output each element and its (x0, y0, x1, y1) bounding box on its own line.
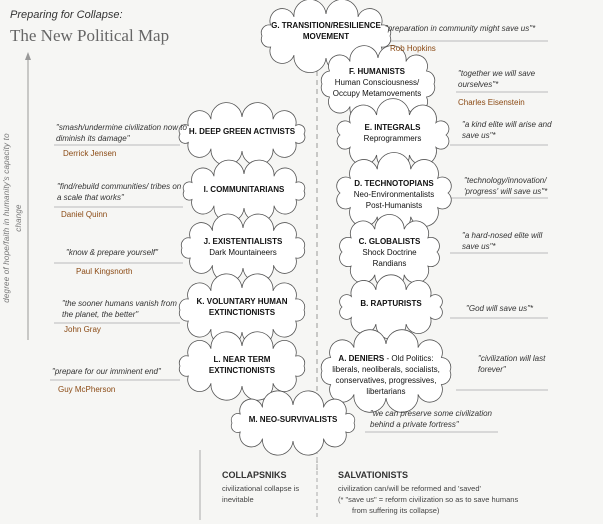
y-axis-arrowhead (25, 52, 31, 60)
quote-B: "God will save us"* (466, 304, 534, 313)
author-F: Charles Eisenstein (458, 98, 525, 107)
cloud-K-label (180, 296, 304, 318)
author-K: John Gray (64, 325, 101, 334)
page-title: The New Political Map (10, 26, 170, 45)
quote-A: "civilization will last forever" (478, 354, 546, 374)
page-subtitle: Preparing for Collapse: (10, 9, 123, 21)
cloud-M-label (232, 414, 354, 425)
author-L: Guy McPherson (58, 385, 116, 394)
quote-L: "prepare for our imminent end" (52, 367, 161, 376)
node-C-name: C. GLOBALISTS (358, 237, 421, 246)
quote-H: "smash/undermine civilization now to diminish its damage" (56, 123, 187, 143)
node-G-name: G. TRANSITION/RESILIENCE MOVEMENT (271, 21, 381, 41)
quote-J: "know & prepare yourself" (66, 248, 158, 257)
quote-I: "find/rebuild communities/ tribes on a scale that works" (57, 182, 182, 202)
author-G: Rob Hopkins (390, 44, 436, 53)
footer-salvationists-text3: from suffering its collapse) (352, 506, 440, 515)
author-J: Paul Kingsnorth (76, 267, 133, 276)
node-I-name: I. COMMUNITARIANS (203, 185, 285, 194)
node-B-name: B. RAPTURISTS (360, 299, 422, 308)
cloud-H-label (180, 126, 304, 137)
node-E-sub: Reprogrammers (363, 134, 422, 143)
node-D-name: D. TECHNOTOPIANS (354, 179, 434, 188)
node-M-name: M. NEO-SURVIVALISTS (248, 415, 338, 424)
node-A-name: A. DENIERS (338, 354, 385, 363)
author-H: Derrick Jensen (63, 149, 117, 158)
cloud-F-label (321, 66, 433, 99)
node-D-sub: Neo-Environmentalists Post-Humanists (353, 190, 435, 210)
quote-D: "technology/innovation/ 'progress' will save us"* (464, 176, 548, 196)
cloud-D-label (340, 178, 448, 211)
node-C-sub: Shock Doctrine Randians (362, 248, 417, 268)
node-A-suffix: - Old Politics: (386, 354, 434, 363)
footer-collapsniks-title: COLLAPSNIKS (222, 470, 287, 480)
footer-collapsniks-text: civilizational collapse is inevitable (222, 484, 300, 504)
node-J-sub: Dark Mountaineers (209, 248, 277, 257)
quote-K: "the sooner humans vanish from the planet, the better" (62, 299, 177, 319)
cloud-E-label (340, 122, 445, 144)
cloud-C-label (342, 236, 437, 269)
footer-salvationists-text1: civilization can/will be reformed and 'saved' (338, 484, 481, 493)
node-F-name: F. HUMANISTS (349, 67, 405, 76)
node-K-name: K. VOLUNTARY HUMAN EXTINCTIONISTS (196, 297, 288, 317)
cloud-I-label (184, 184, 304, 195)
node-J-name: J. EXISTENTIALISTS (203, 237, 283, 246)
quote-F: "together we will save ourselves"* (458, 69, 536, 89)
quote-M: "we can preserve some civilization behind a private fortress" (370, 409, 492, 429)
node-L-name: L. NEAR TERM EXTINCTIONISTS (208, 355, 276, 375)
cloud-L-label (180, 354, 304, 376)
quote-C: "a hard-nosed elite will save us"* (462, 231, 543, 251)
node-F-sub: Human Consciousness/ Occupy Metamovements (332, 78, 422, 98)
author-I: Daniel Quinn (61, 210, 108, 219)
quote-G: "preparation in community might save us"* (385, 24, 536, 33)
footer-salvationists-title: SALVATIONISTS (338, 470, 409, 480)
node-A-sub: liberals, neoliberals, socialists, conservatives, progressives, libertarians (332, 365, 440, 396)
y-axis-label: degree of hope/faith in humanity's capacity to change (2, 133, 23, 303)
node-H-name: H. DEEP GREEN ACTIVISTS (188, 127, 296, 136)
cloud-J-label (182, 236, 304, 258)
cloud-B-label (342, 298, 440, 309)
cloud-A-label (322, 353, 450, 397)
node-E-name: E. INTEGRALS (364, 123, 421, 132)
cloud-G-label (262, 20, 390, 42)
quote-E: "a kind elite will arise and save us"* (462, 120, 552, 140)
footer-salvationists-text2: (* "save us" = reform civilization so as to save humans (338, 495, 519, 504)
